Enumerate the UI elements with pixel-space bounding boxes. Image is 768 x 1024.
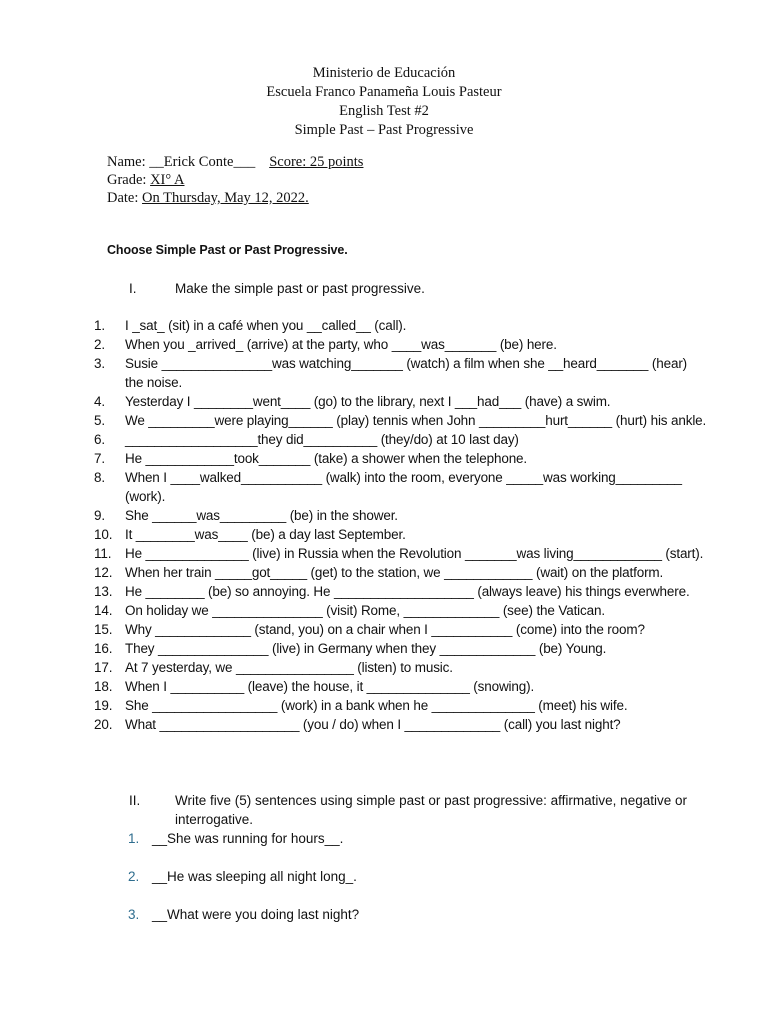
exercise-number: 2. (94, 337, 105, 352)
exercise-number: 4. (94, 394, 105, 409)
exercise-number: 6. (94, 432, 105, 447)
exercise-item (0, 639, 768, 658)
exercise-text: When you _arrived_ (arrive) at the party, who ____was_______ (be) here. (125, 337, 557, 352)
exercise-text: At 7 yesterday, we ________________ (listen) to music. (125, 660, 453, 675)
school-line: Escuela Franco Panameña Louis Pasteur (266, 84, 502, 100)
exercise-number: 5. (94, 413, 105, 428)
exercise-item (0, 677, 768, 696)
sentence-text: __He was sleeping all night long_. (152, 869, 357, 884)
exercise-item (0, 563, 768, 582)
grade-label: Grade: (107, 172, 151, 188)
section-1-title: Make the simple past or past progressive. (175, 281, 425, 296)
exercise-text: He ______________ (live) in Russia when the Revolution _______was living____________ (start). (125, 546, 704, 561)
exercise-text: When I ____walked___________ (walk) into the room, everyone _____was working_________ (work). (125, 470, 686, 504)
document-header (0, 64, 768, 140)
exercise-number: 18. (94, 679, 113, 694)
exercise-item (0, 411, 768, 430)
exercise-item (0, 335, 768, 354)
name-value: __Erick Conte___ (149, 154, 256, 170)
exercise-item (0, 316, 768, 335)
exercise-number: 1. (94, 318, 105, 333)
exercise-number: 15. (94, 622, 113, 637)
exercise-list (0, 316, 768, 734)
exercise-text: Why _____________ (stand, you) on a chair when I ___________ (come) into the room? (125, 622, 645, 637)
exercise-text: Susie _______________was watching_______ (watch) a film when she __heard_______ (hear) the noise. (125, 356, 691, 390)
exercise-text: He ____________took_______ (take) a shower when the telephone. (125, 451, 528, 466)
exercise-text: When I __________ (leave) the house, it ______________ (snowing). (125, 679, 535, 694)
date-value: On Thursday, May 12, 2022. (142, 190, 309, 206)
exercise-number: 12. (94, 565, 113, 580)
exercise-text: __________________they did__________ (they/do) at 10 last day) (125, 432, 519, 447)
exercise-number: 13. (94, 584, 113, 599)
exercise-number: 8. (94, 470, 105, 485)
exercise-item (0, 696, 768, 715)
exercise-number: 14. (94, 603, 113, 618)
exercise-item (0, 392, 768, 411)
date-row (107, 189, 363, 207)
student-info (107, 153, 363, 207)
section-2-numeral: II. (129, 793, 141, 808)
exercise-text: What ___________________ (you / do) when I _____________ (call) you last night? (125, 717, 621, 732)
exercise-text: She ______was_________ (be) in the shower. (125, 508, 398, 523)
exercise-number: 3. (94, 356, 105, 371)
exercise-number: 9. (94, 508, 105, 523)
exercise-item (0, 354, 768, 392)
exercise-number: 16. (94, 641, 113, 656)
exercise-item (0, 525, 768, 544)
exercise-number: 19. (94, 698, 113, 713)
section-2-title: Write five (5) sentences using simple past or past progressive: affirmative, negative or interrogative. (175, 793, 687, 827)
exercise-item (0, 430, 768, 449)
sentence-number: 1. (128, 831, 140, 846)
exercise-item (0, 544, 768, 563)
exercise-item (0, 449, 768, 468)
exercise-item (0, 601, 768, 620)
sentence-text: __She was running for hours__. (152, 831, 344, 846)
exercise-item (0, 468, 768, 506)
exercise-item (0, 658, 768, 677)
exercise-number: 17. (94, 660, 113, 675)
score-text: Score: 25 points (269, 154, 364, 170)
exercise-text: On holiday we _______________ (visit) Rome, _____________ (see) the Vatican. (125, 603, 605, 618)
exercise-text: Yesterday I ________went____ (go) to the library, next I ___had___ (have) a swim. (125, 394, 611, 409)
exercise-item (0, 506, 768, 525)
exercise-item (0, 582, 768, 601)
ministry-line: Ministerio de Educación (312, 65, 456, 81)
exercise-number: 10. (94, 527, 113, 542)
sentence-item (128, 905, 359, 924)
exercise-text: She _________________ (work) in a bank when he ______________ (meet) his wife. (125, 698, 628, 713)
exercise-text: When her train _____got_____ (get) to the station, we ____________ (wait) on the platform. (125, 565, 664, 580)
test-subtitle: Simple Past – Past Progressive (294, 122, 474, 138)
exercise-item (0, 620, 768, 639)
sentence-item (128, 867, 357, 886)
grade-row (107, 171, 363, 189)
exercise-text: He ________ (be) so annoying. He ___________________ (always leave) his things everwhere. (125, 584, 690, 599)
sentence-text: __What were you doing last night? (152, 907, 360, 922)
exercise-item (0, 715, 768, 734)
exercise-number: 20. (94, 717, 113, 732)
name-label: Name: (107, 154, 150, 170)
section-1-numeral: I. (129, 281, 137, 296)
exercise-text: We _________were playing______ (play) tennis when John _________hurt______ (hurt) his ankle. (125, 413, 707, 428)
sentence-number: 3. (128, 907, 140, 922)
exercise-number: 7. (94, 451, 105, 466)
name-row (107, 153, 363, 171)
exercise-text: It ________was____ (be) a day last September. (125, 527, 406, 542)
test-title: English Test #2 (339, 103, 429, 119)
exercise-number: 11. (94, 546, 112, 561)
sentence-item (128, 829, 343, 848)
sentence-number: 2. (128, 869, 140, 884)
grade-value: XI° A (150, 172, 185, 188)
date-label: Date: (107, 190, 143, 206)
exercise-text: I _sat_ (sit) in a café when you __called__ (call). (125, 318, 407, 333)
general-instruction: Choose Simple Past or Past Progressive. (107, 243, 348, 257)
exercise-text: They _______________ (live) in Germany when they _____________ (be) Young. (125, 641, 607, 656)
